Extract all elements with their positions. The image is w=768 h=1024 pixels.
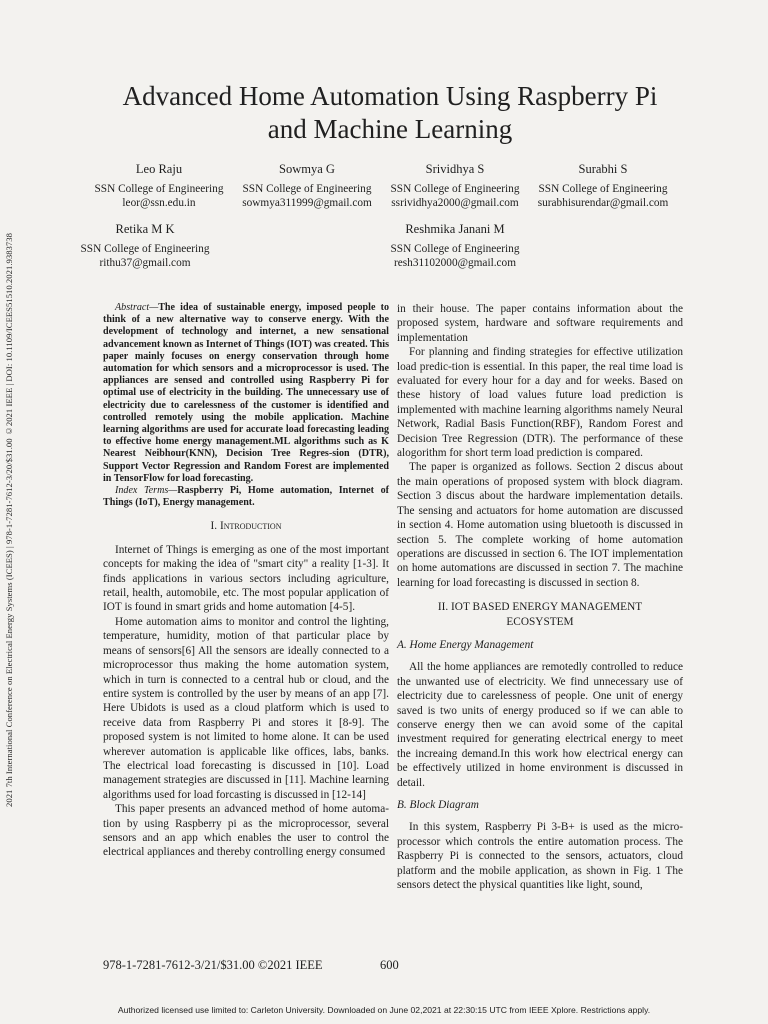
title-line-1: Advanced Home Automation Using Raspberry Pi: [122, 81, 658, 111]
body-paragraph: This paper presents an advanced method of home automa-tion by using Raspberry pi as the microprocessor, several sensors and an app which enables the user to control the electrical appliances and thereby controlling energy consumed: [103, 803, 389, 859]
paper-title: [60, 80, 720, 146]
copyright-footer: 978-1-7281-7612-3/21/$31.00 ©2021 IEEE: [103, 958, 323, 972]
author-name: Surabhi S: [578, 162, 628, 176]
title-line-2: and Machine Learning: [267, 114, 513, 144]
author-affiliation: SSN College of Engineering: [390, 183, 520, 195]
author-email: ssrividhya2000@gmail.com: [391, 197, 519, 209]
body-paragraph: Home automation aims to monitor and control the lighting, temperature, humidity, motion of that particular place by means of sensors[6] All the sensors are ideally connected to a microprocessor thus making the home automation system, which in turn is connected to a central hub or cloud, and the entire system is controlled by the user by means of an app [7]. Here Ubidots is used as a cloud platform which is used to receive data from Raspberry Pi and stores it [8-9]. The proposed system is not limited to home alone. It can be used wherever automation is applicable like offices, labs, banks. The electrical load forecasting is discussed in [10]. Load management strategies are discussed in [11]. Machine learning algorithms used for load forcasting is discussed in [12-14]: [103, 615, 389, 801]
author-name: Sowmya G: [279, 162, 335, 176]
body-paragraph: The paper is organized as follows. Section 2 discus about the main operations of proposed system with block diagram. Section 3 discus about the hardware implementation details. The sensing and actuators for home automation are discussed in section 4. Home automation using bluetooth is discussed in section 5. The complete working of home automation operations are discussed in section 6. The IOT implementation on home automations are discussed in section 7. The machine learning for load forecasting is discussed in section 8.: [397, 461, 683, 589]
author-name: Reshmika Janani M: [405, 222, 505, 236]
author-affiliation: SSN College of Engineering: [242, 183, 372, 195]
index-terms: [103, 485, 389, 509]
author-block: [84, 162, 234, 210]
conference-side-note: 2021 7th International Conference on Electrical Energy Systems (ICEES) | 978-1-7281-7612-3/20/$31.00 ©2021 IEEE | DOI: 10.1109/ICEES51510.2021.9383738: [4, 233, 14, 807]
author-block: [70, 222, 220, 270]
section-title: Introduction: [219, 520, 282, 533]
abstract-text: The idea of sustainable energy, imposed people to think of a new alternative way to conserve energy. With the development of technology and internet, a new sensational advancement known as Internet of Things (IOT) was created. This paper mainly focuses on energy conservation through home automation for which sensors and a microprocessor is used. The appliances are sensed and controlled using Raspberry Pi for optimal use of electricity in the building. The unnecessary use of electricity due to carelessness of the customer is identified and controlled remotely using the mobile application. Machine learning algorithms are used for accurate load forecasting leading to effective home energy management.ML algorithms such as K Nearest Neibhour(KNN), Decision Tree Regres-sion (DTR), Support Vector Regression and Random Forest are implemented in TensorFlow for load forecasting.: [103, 302, 390, 484]
author-email: surabhisurendar@gmail.com: [537, 197, 669, 209]
author-email: sowmya311999@gmail.com: [242, 197, 372, 209]
author-name: Leo Raju: [135, 162, 183, 176]
index-terms-text: Raspberry Pi, Home automation, Internet of Things (IoT), Energy management.: [103, 485, 389, 509]
author-block: [380, 222, 530, 270]
left-column: [103, 302, 389, 860]
body-paragraph: All the home appliances are remotedly controlled to reduce the unwanted use of electricity. We find unnecessary use of electricity due to carelessness of people. One unit of energy saved is two units of energy produced so if we can able to conserve energy then we can avoid some of the capital investment required for generating electrical energy to meet the increaing demand.In this work how electrical energy can be effectively utilized in home environment is discussed in detail.: [397, 661, 683, 789]
section-heading-ecosystem: [397, 600, 683, 629]
section-title-line-2: ECOSYSTEM: [506, 615, 574, 628]
author-email: resh31102000@gmail.com: [394, 257, 516, 269]
body-paragraph: For planning and finding strategies for effective utilization load predic-tion is essential. In this paper, the real time load is evaluated for every hour for a day and for weeks. Based on these history of load values future load prediction is implemented with machine learning algorithms namely Neural Network, Radial Basis Function(RBF), Random Forest and Decision Tree Regression (DTR). The performance of these alogorithm for short term load prediction is compared.: [397, 346, 683, 460]
author-affiliation: SSN College of Engineering: [538, 183, 668, 195]
author-email: rithu37@gmail.com: [99, 257, 191, 269]
abstract-label: Abstract—: [115, 302, 159, 313]
body-paragraph: Internet of Things is emerging as one of the most important concepts for making the idea of "smart city" a reality [1-3]. It finds applications in various sectors including agriculture, retail, health, automobile, etc. The most popular application of IOT is found in smart grids and home automation [4-5].: [103, 543, 389, 614]
page-number: 600: [380, 958, 399, 972]
author-email: leor@ssn.edu.in: [122, 197, 196, 209]
index-terms-label: Index Terms—: [115, 485, 178, 497]
subsection-heading-block-diagram: B. Block Diagram: [397, 799, 479, 811]
author-block: [528, 162, 678, 210]
body-paragraph: in their house. The paper contains information about the proposed system, hardware and software requirements and implementation: [397, 303, 683, 344]
subsection-heading-home-energy: A. Home Energy Management: [397, 638, 534, 651]
abstract: [103, 302, 389, 485]
license-notice: Authorized licensed use limited to: Carleton University. Downloaded on June 02,2021 at 22:30:15 UTC from IEEE Xplore. Restrictions apply.: [117, 1005, 651, 1015]
author-name: Retika M K: [115, 222, 175, 236]
author-affiliation: SSN College of Engineering: [94, 183, 224, 195]
author-block: [232, 162, 382, 210]
body-paragraph: In this system, Raspberry Pi 3-B+ is used as the micro-processor which controls the entire automation process. The Raspberry Pi is connected to the sensors, actuators, cloud platform and the mobile application, as shown in Fig. 1 The sensors detect the physical quantities like light, sound,: [397, 821, 683, 892]
section-title-line-1: II. IOT BASED ENERGY MANAGEMENT: [437, 601, 643, 614]
author-block: [380, 162, 530, 210]
right-column: [397, 302, 683, 892]
section-heading-introduction: [103, 519, 389, 533]
author-name: Srividhya S: [425, 162, 485, 176]
section-number: I.: [210, 520, 220, 533]
author-affiliation: SSN College of Engineering: [390, 243, 520, 255]
author-affiliation: SSN College of Engineering: [80, 243, 210, 255]
